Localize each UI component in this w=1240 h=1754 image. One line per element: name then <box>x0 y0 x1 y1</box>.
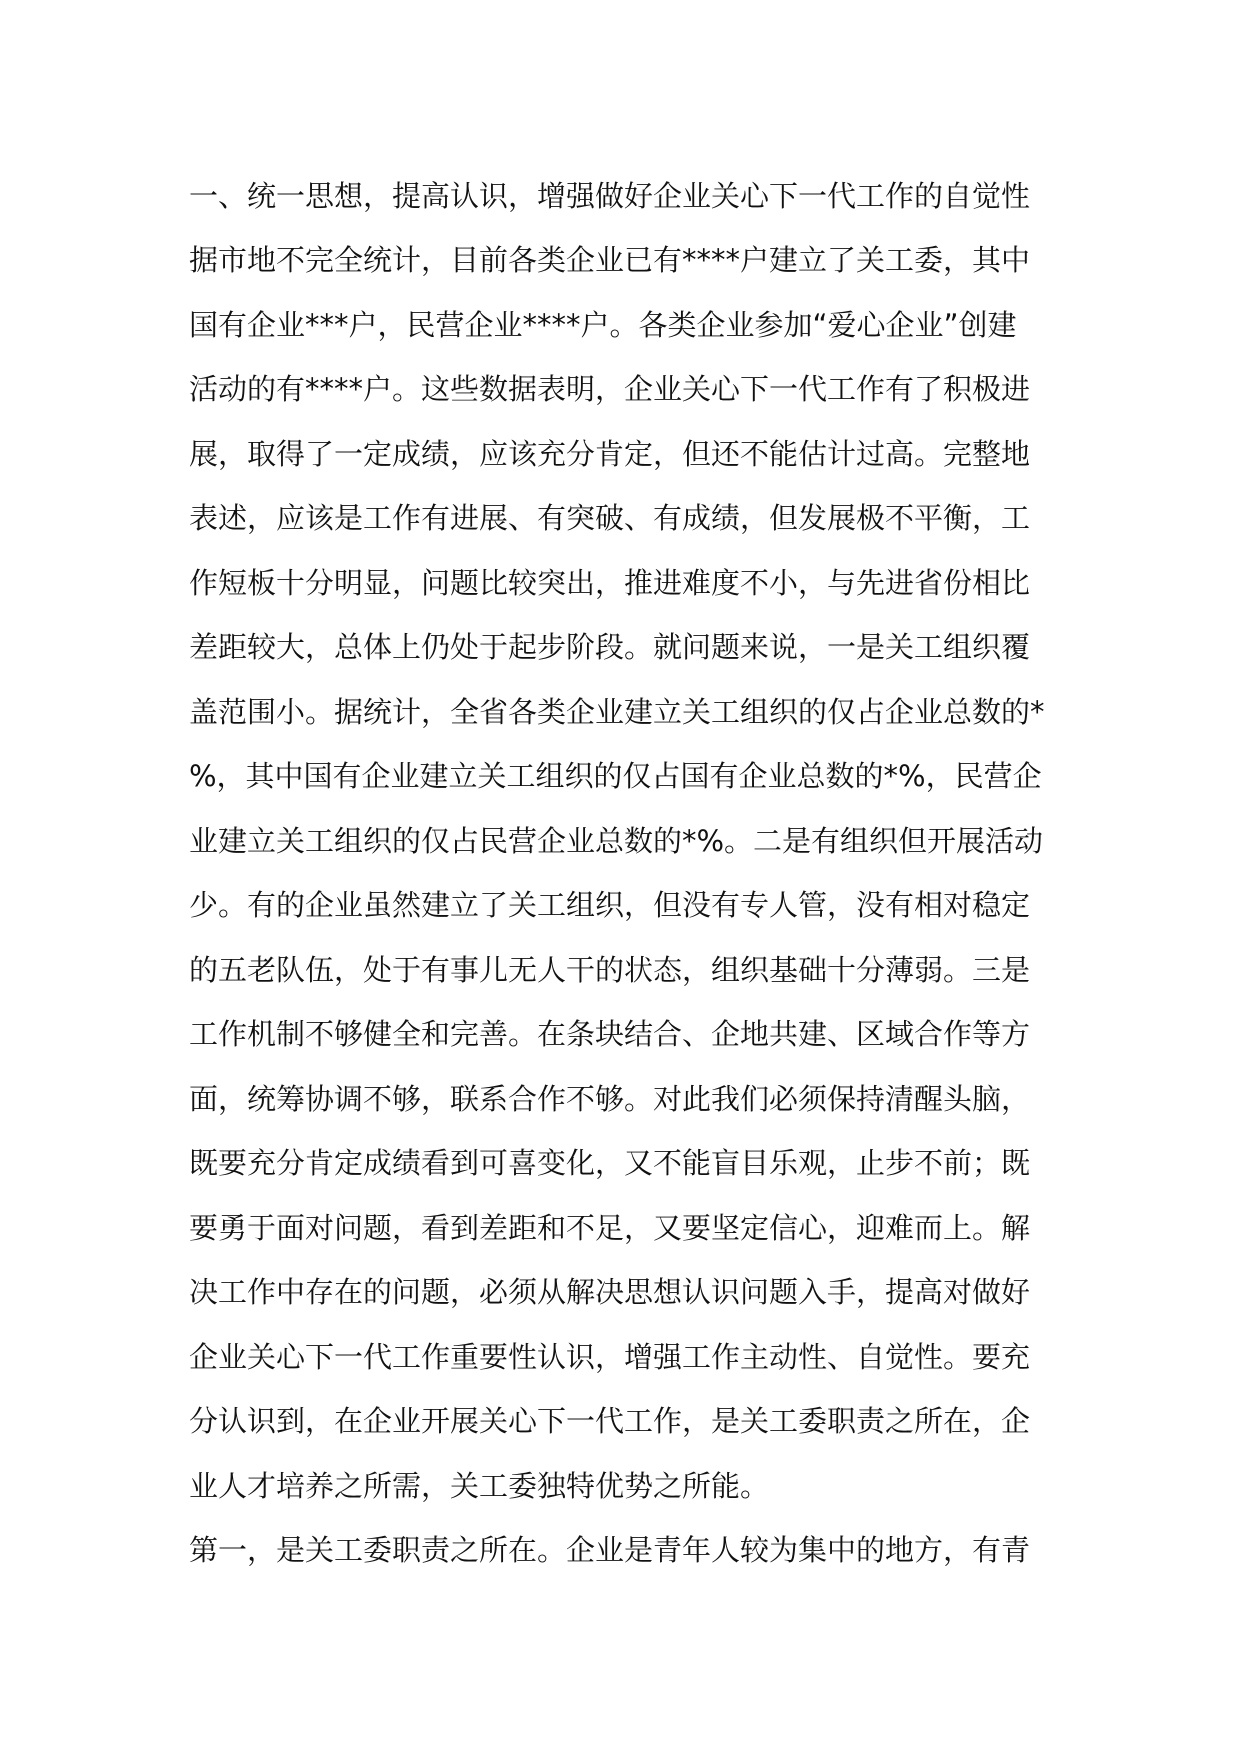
text-line: 国有企业***户，民营企业****户。各类企业参加“爱心企业”创建 <box>189 308 1017 342</box>
text-line: 少。有的企业虽然建立了关工组织，但没有专人管，没有相对稳定 <box>189 888 1031 922</box>
text-line: 活动的有****户。这些数据表明，企业关心下一代工作有了积极进 <box>189 372 1031 406</box>
text-line: 工作机制不够健全和完善。在条块结合、企地共建、区域合作等方 <box>189 1017 1031 1051</box>
text-line: 第一，是关工委职责之所在。企业是青年人较为集中的地方，有青 <box>189 1533 1031 1567</box>
text-line: 既要充分肯定成绩看到可喜变化，又不能盲目乐观，止步不前；既 <box>189 1146 1031 1180</box>
text-line: 业人才培养之所需，关工委独特优势之所能。 <box>189 1469 770 1503</box>
text-line: 决工作中存在的问题，必须从解决思想认识问题入手，提高对做好 <box>189 1275 1031 1309</box>
text-line: 展，取得了一定成绩，应该充分肯定，但还不能估计过高。完整地 <box>189 437 1031 471</box>
text-line: 差距较大，总体上仍处于起步阶段。就问题来说，一是关工组织覆 <box>189 630 1031 664</box>
text-line: 面，统筹协调不够，联系合作不够。对此我们必须保持清醒头脑， <box>189 1082 1031 1116</box>
text-line: 要勇于面对问题，看到差距和不足，又要坚定信心，迎难而上。解 <box>189 1211 1031 1245</box>
text-line: 的五老队伍，处于有事儿无人干的状态，组织基础十分薄弱。三是 <box>189 953 1031 987</box>
section-heading: 一、统一思想，提高认识，增强做好企业关心下一代工作的自觉性 <box>189 179 1031 213</box>
text-line: 表述，应该是工作有进展、有突破、有成绩，但发展极不平衡，工 <box>189 501 1031 535</box>
text-line: 盖范围小。据统计，全省各类企业建立关工组织的仅占企业总数的* <box>189 695 1045 729</box>
text-line: 作短板十分明显，问题比较突出，推进难度不小，与先进省份相比 <box>189 566 1031 600</box>
text-line: 业建立关工组织的仅占民营企业总数的*%。二是有组织但开展活动 <box>189 824 1044 858</box>
text-line: 据市地不完全统计，目前各类企业已有****户建立了关工委，其中 <box>189 243 1031 277</box>
text-line: 企业关心下一代工作重要性认识，增强工作主动性、自觉性。要充 <box>189 1340 1031 1374</box>
text-line: 分认识到，在企业开展关心下一代工作，是关工委职责之所在，企 <box>189 1404 1031 1438</box>
text-line: %，其中国有企业建立关工组织的仅占国有企业总数的*%，民营企 <box>189 759 1042 793</box>
